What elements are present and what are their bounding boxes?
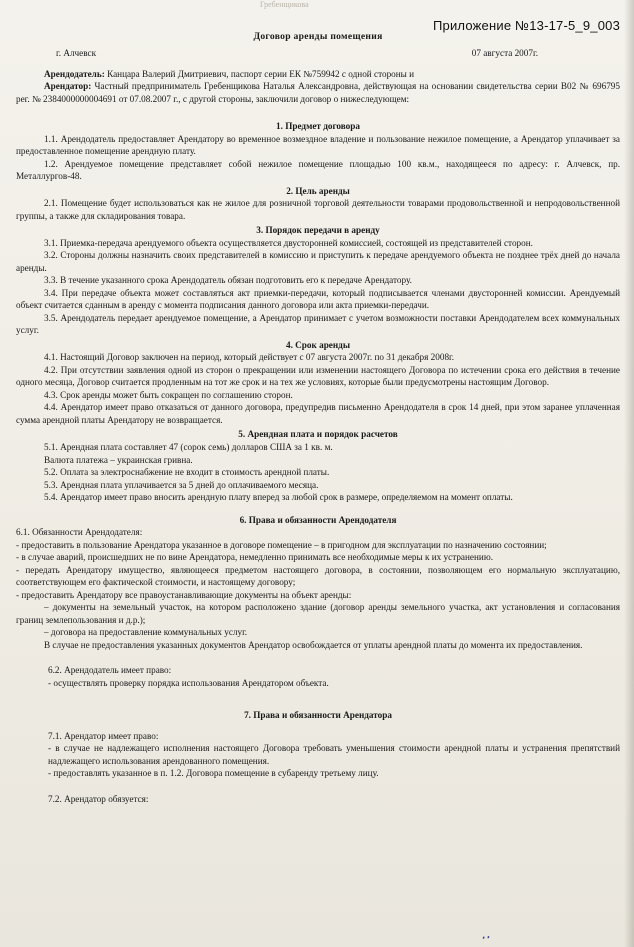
clause-6-1-item-7: В случае не предоставления указанных документов Арендатор освобождается от уплаты арендной платы до момента их предоставления. xyxy=(44,639,583,650)
clause-3-2: 3.2. Стороны должны назначить своих представителей в комиссию и приступить к передаче арендуемого объекта не позднее трёх дней до начала аренды. xyxy=(16,250,620,273)
clause-7-1: 7.1. Арендатор имеет право: xyxy=(48,730,159,741)
preamble-lessor: Арендодатель: Канцара Валерий Дмитриевич, паспорт серии ЕК №759942 с одной стороны и xyxy=(44,68,415,79)
clause-2-1: 2.1. Помещение будет использоваться как не жилое для розничной торговой деятельности товарами продовольственной и непродовольственной группы, а также для складирования товара. xyxy=(16,198,620,221)
section-3-heading: 3. Порядок передачи в аренду xyxy=(256,225,380,236)
contract-date: 07 августа 2007г. xyxy=(471,48,538,59)
clause-5-3: 5.3. Арендная плата уплачивается за 5 дней до оплачиваемого месяца. xyxy=(44,479,319,490)
clause-5-1-currency: Валюта платежа – украинская гривна. xyxy=(44,454,193,465)
section-2-heading: 2. Цель аренды xyxy=(286,185,350,196)
clause-5-1: 5.1. Арендная плата составляет 47 (сорок семь) долларов США за 1 кв. м. xyxy=(44,442,333,452)
faint-bleed-text: Гребенщикова xyxy=(260,0,309,9)
scan-edge-shadow xyxy=(624,0,634,947)
clause-4-4: 4.4. Арендатор имеет право отказаться от данного договора, предупредив письменно Арендодателя в срок 14 дней, при этом заранее уплаченная сумма арендной платы Арендатору не возвращается. xyxy=(16,402,620,425)
section-5-heading: 5. Арендная плата и порядок расчетов xyxy=(238,429,398,440)
handwritten-signature: ‧‧ xyxy=(479,928,491,947)
clause-6-1-item-2: - в случае аварий, происшедших не по вине Арендатора, немедленно принимать все необходимые меры к их устранению. xyxy=(16,552,493,563)
clause-3-4: 3.4. При передаче объекта может составляться акт приемки-передачи, который подписывается членами двусторонней комиссии. Арендуемый объект считается сданным в аренду с момента подписания данного договора или акта приемки-передачи. xyxy=(16,287,620,311)
clause-6-1-item-5: – документы на земельный участок, на котором расположено здание (договор аренды земельного участка, акт установления и согласования границ землепользования и д.р.); xyxy=(16,602,620,625)
clause-7-1-item-1: - в случае не надлежащего исполнения настоящего Договора требовать уменьшения стоимости арендной платы и устранения препятствий надлежащего использования арендованного помещения. xyxy=(48,743,620,766)
clause-1-1: 1.1. Арендодатель предоставляет Арендатору во временное возмездное владение и пользование нежилое помещение, а Арендатор уплачивает за предоставленное помещение арендную плату. xyxy=(16,133,620,157)
appendix-stamp: Приложение №13-17-5_9_003 xyxy=(433,18,620,33)
clause-7-2: 7.2. Арендатор обязуется: xyxy=(48,793,149,804)
clause-6-1: 6.1. Обязанности Арендодателя: xyxy=(16,527,143,538)
clause-3-1: 3.1. Приемка-передача арендуемого объекта осуществляется двусторонней комиссией, состоящей из представителей сторон. xyxy=(44,237,533,248)
preamble-tenant: Арендатор: Частный предприниматель Гребенщикова Наталья Александровна, действующая на основании свидетельства серии В02 № 696795 рег. № 2384000000004691 от 07.08.2007 г., с другой стороны, заключили договор о нижеследующем: xyxy=(16,81,620,104)
section-1-heading: 1. Предмет договора xyxy=(276,121,360,132)
section-6-heading: 6. Права и обязанности Арендодателя xyxy=(239,514,397,525)
clause-4-3: 4.3. Срок аренды может быть сокращен по соглашению сторон. xyxy=(44,389,293,400)
clause-6-1-item-6: – договора на предоставление коммунальных услуг. xyxy=(44,627,248,638)
city: г. Алчевск xyxy=(56,48,97,59)
section-7-heading: 7. Права и обязанности Арендатора xyxy=(244,710,392,721)
section-4-heading: 4. Срок аренды xyxy=(285,339,350,350)
clause-6-2-item-1: - осуществлять проверку порядка использования Арендатором объекта. xyxy=(48,677,329,688)
clause-7-1-item-2: - предоставлять указанное в п. 1.2. Договора помещение в субаренду третьему лицу. xyxy=(48,768,379,779)
clause-4-2: 4.2. При отсутствии заявления одной из сторон о прекращении или изменении настоящего Договора по истечении срока его действия в течение одного месяца, Договор считается продленным на тот же срок и на тех же условиях, которые были предусмотрены настоящим Договор. xyxy=(16,364,620,388)
clause-6-2: 6.2. Арендодатель имеет право: xyxy=(48,665,172,676)
clause-3-3: 3.3. В течение указанного срока Арендодатель обязан подготовить его к передаче Арендатору. xyxy=(44,275,412,286)
clause-3-5: 3.5. Арендодатель передает арендуемое помещение, а Арендатор принимает с учетом возможности поставки Арендодателем всех коммунальных услуг. xyxy=(16,312,620,336)
clause-6-1-item-3: - передать Арендатору имущество, являющееся предметом настоящего договора, в состоянии, позволяющем его нормальную эксплуатацию, соответствующем его фактической стоимости, и настоящему договору; xyxy=(16,564,620,588)
clause-4-1: 4.1. Настоящий Договор заключен на период, который действует с 07 августа 2007г. по 31 декабря 2008г. xyxy=(44,352,455,363)
clause-5-4: 5.4. Арендатор имеет право вносить арендную плату вперед за любой срок в размере, определяемом на момент оплаты. xyxy=(44,492,513,503)
clause-6-1-item-1: - предоставить в пользование Арендатора указанное в договоре помещение – в пригодном для эксплуатации по назначению состоянии; xyxy=(16,539,547,550)
clause-1-2: 1.2. Арендуемое помещение представляет собой нежилое помещение площадью 100 кв.м., находящееся по адресу: г. Алчевск, пр. Металлургов-48. xyxy=(16,158,620,182)
clause-5-2: 5.2. Оплата за электроснабжение не входит в стоимость арендной платы. xyxy=(44,467,330,478)
clause-6-1-item-4: - предоставить Арендатору все правоустанавливающие документы на объект аренды: xyxy=(16,589,352,600)
city-date-row xyxy=(16,47,620,60)
document-title: Договор аренды помещения xyxy=(253,31,383,42)
